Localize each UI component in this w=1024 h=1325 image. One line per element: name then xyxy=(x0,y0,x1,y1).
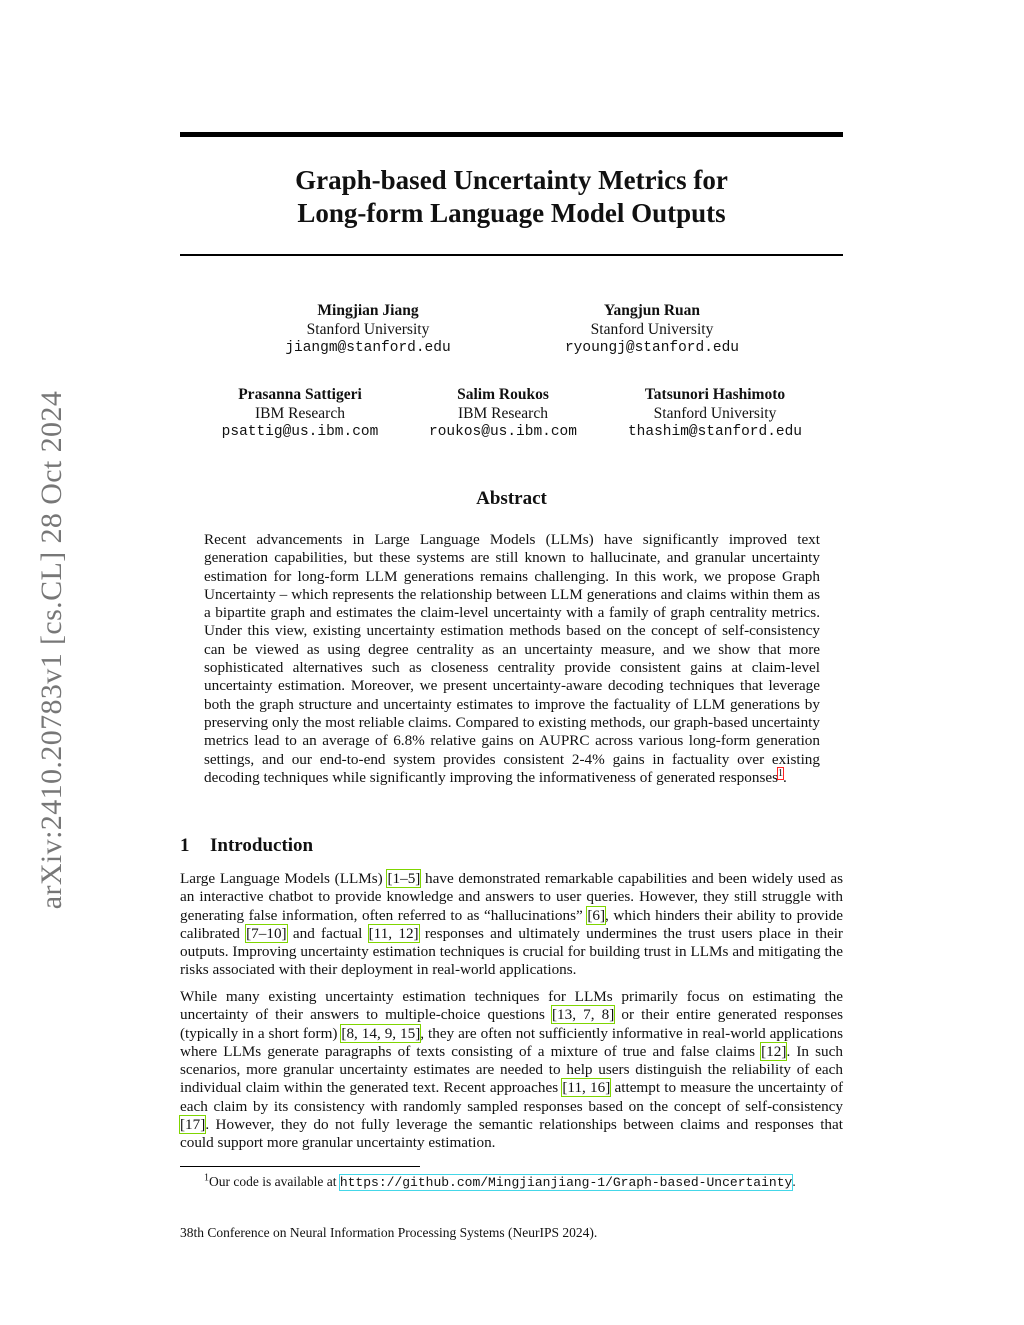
paper-title xyxy=(180,164,843,230)
abstract-body xyxy=(204,531,820,787)
author-block xyxy=(522,301,782,358)
text-run: responses and ultimately undermines the trust users place in their outputs. Improving uncertainty estimation techniques is crucial for building trust in LLMs and mitigating the risks associated with their deployment in real-world applications. xyxy=(180,924,843,979)
arxiv-identifier: arXiv:2410.20783v1 [cs.CL] 28 Oct 2024 xyxy=(35,390,68,910)
abstract-end: . xyxy=(783,768,787,786)
citation-link[interactable]: [17] xyxy=(180,1116,206,1134)
section-number: 1 xyxy=(180,835,190,856)
code-url-link[interactable]: https://github.com/Mingjianjiang-1/Graph-based-Uncertainty xyxy=(339,1175,793,1190)
text-run: , which hinders their ability to provide calibrated xyxy=(180,906,844,942)
title-bottom-rule xyxy=(180,254,843,256)
text-run: . However, they do not fully leverage the semantic relationships between claims and responses that could support more granular uncertainty estimation. xyxy=(180,1116,843,1152)
footnote-text: Our code is available at xyxy=(209,1174,340,1189)
author-affiliation: Stanford University xyxy=(653,405,777,422)
author-block xyxy=(238,301,498,358)
footnote-rule xyxy=(180,1166,420,1167)
text-run: , they are often not sufficiently informative in real-world applications where LLMs generate paragraphs of texts consisting of a mixture of true and false claims xyxy=(180,1024,843,1060)
text-run: or their entire generated responses (typically in a short form) xyxy=(180,1006,843,1042)
citation-link[interactable]: [8, 14, 9, 15] xyxy=(341,1024,421,1042)
citation-link[interactable]: [1–5] xyxy=(387,870,421,887)
abstract-text: Recent advancements in Large Language Models (LLMs) have significantly improved text generation capabilities, but these systems are still known to hallucinate, and granular uncertainty estimation for long-form LLM generations remains challenging. In this work, we propose Graph Uncertainty – which represents the relationship between LLM generations and claims within them as a bipartite graph and estimates the claim-level uncertainty with a family of graph centrality metrics. Under this view, existing uncertainty estimation methods based on the concept of self-consistency can be viewed as using degree centrality as an uncertainty measure, and we show that more sophisticated alternatives such as closeness centrality provide consistent gains at claim-level uncertainty estimation. Moreover, we present uncertainty-aware decoding techniques that leverage both the graph structure and uncertainty estimates to improve the factuality of LLM generations by preserving only the most reliable claims. Compared to existing methods, our graph-based uncertainty metrics lead to an average of 6.8% relative gains on AUPRC across various long-form generation settings, and our end-to-end system provides consistent 2-4% gains in factuality over existing decoding techniques while significantly improving the informativeness of generated responses xyxy=(204,531,820,786)
author-affiliation: Stanford University xyxy=(306,321,430,338)
citation-link[interactable]: [6] xyxy=(587,906,606,924)
author-affiliation: Stanford University xyxy=(590,321,714,338)
citation-link[interactable]: [12] xyxy=(761,1042,787,1060)
title-line-1: Graph-based Uncertainty Metrics for xyxy=(295,165,728,195)
intro-paragraph-2 xyxy=(180,988,843,1153)
text-run: . In such scenarios, more granular uncertainty estimates are needed to help users distinguish the reliability of each individual claim within the generated text. Recent approaches xyxy=(180,1042,843,1097)
intro-paragraph-1 xyxy=(180,870,843,980)
author-name: Yangjun Ruan xyxy=(603,302,701,319)
footnote-end: . xyxy=(792,1174,796,1189)
author-affiliation: IBM Research xyxy=(255,405,345,422)
author-email[interactable]: jiangm@stanford.edu xyxy=(285,340,451,356)
citation-link[interactable]: [13, 7, 8] xyxy=(552,1006,615,1024)
text-run: attempt to measure the uncertainty of each claim by its consistency with randomly sampled responses based on the concept of self-consistency xyxy=(180,1079,843,1115)
text-run: While many existing uncertainty estimation techniques for LLMs primarily focus on estimating the uncertainty of their answers to multiple-choice questions xyxy=(180,988,843,1024)
author-email[interactable]: ryoungj@stanford.edu xyxy=(564,340,740,356)
abstract-heading: Abstract xyxy=(476,488,547,509)
author-affiliation: IBM Research xyxy=(458,405,548,422)
author-email[interactable]: thashim@stanford.edu xyxy=(627,424,803,440)
author-email[interactable]: psattig@us.ibm.com xyxy=(221,424,379,440)
footnote-link[interactable]: 1 xyxy=(778,767,784,779)
text-run: Large Language Models (LLMs) xyxy=(180,870,388,887)
author-name: Tatsunori Hashimoto xyxy=(644,386,786,403)
title-top-rule xyxy=(180,132,843,137)
citation-link[interactable]: [7–10] xyxy=(246,924,287,942)
footnote xyxy=(204,1173,796,1191)
author-name: Prasanna Sattigeri xyxy=(238,386,362,403)
author-name: Salim Roukos xyxy=(457,386,549,403)
text-run: and factual xyxy=(286,924,369,942)
author-block xyxy=(585,385,845,442)
section-title: Introduction xyxy=(210,835,314,856)
author-name: Mingjian Jiang xyxy=(317,302,419,319)
conference-footer: 38th Conference on Neural Information Processing Systems (NeurIPS 2024). xyxy=(180,1225,598,1240)
text-run: have demonstrated remarkable capabilities and been widely used as an interactive chatbot to provide knowledge and answers to user queries. However, they still struggle with generating false information, often referred to as “hallucinations” xyxy=(180,870,843,924)
citation-link[interactable]: [11, 12] xyxy=(368,924,419,942)
section-heading xyxy=(180,835,313,857)
citation-link[interactable]: [11, 16] xyxy=(562,1079,611,1097)
footnote-mark: 1 xyxy=(204,1172,209,1184)
author-email[interactable]: roukos@us.ibm.com xyxy=(429,424,577,440)
title-line-2: Long-form Language Model Outputs xyxy=(297,198,726,228)
